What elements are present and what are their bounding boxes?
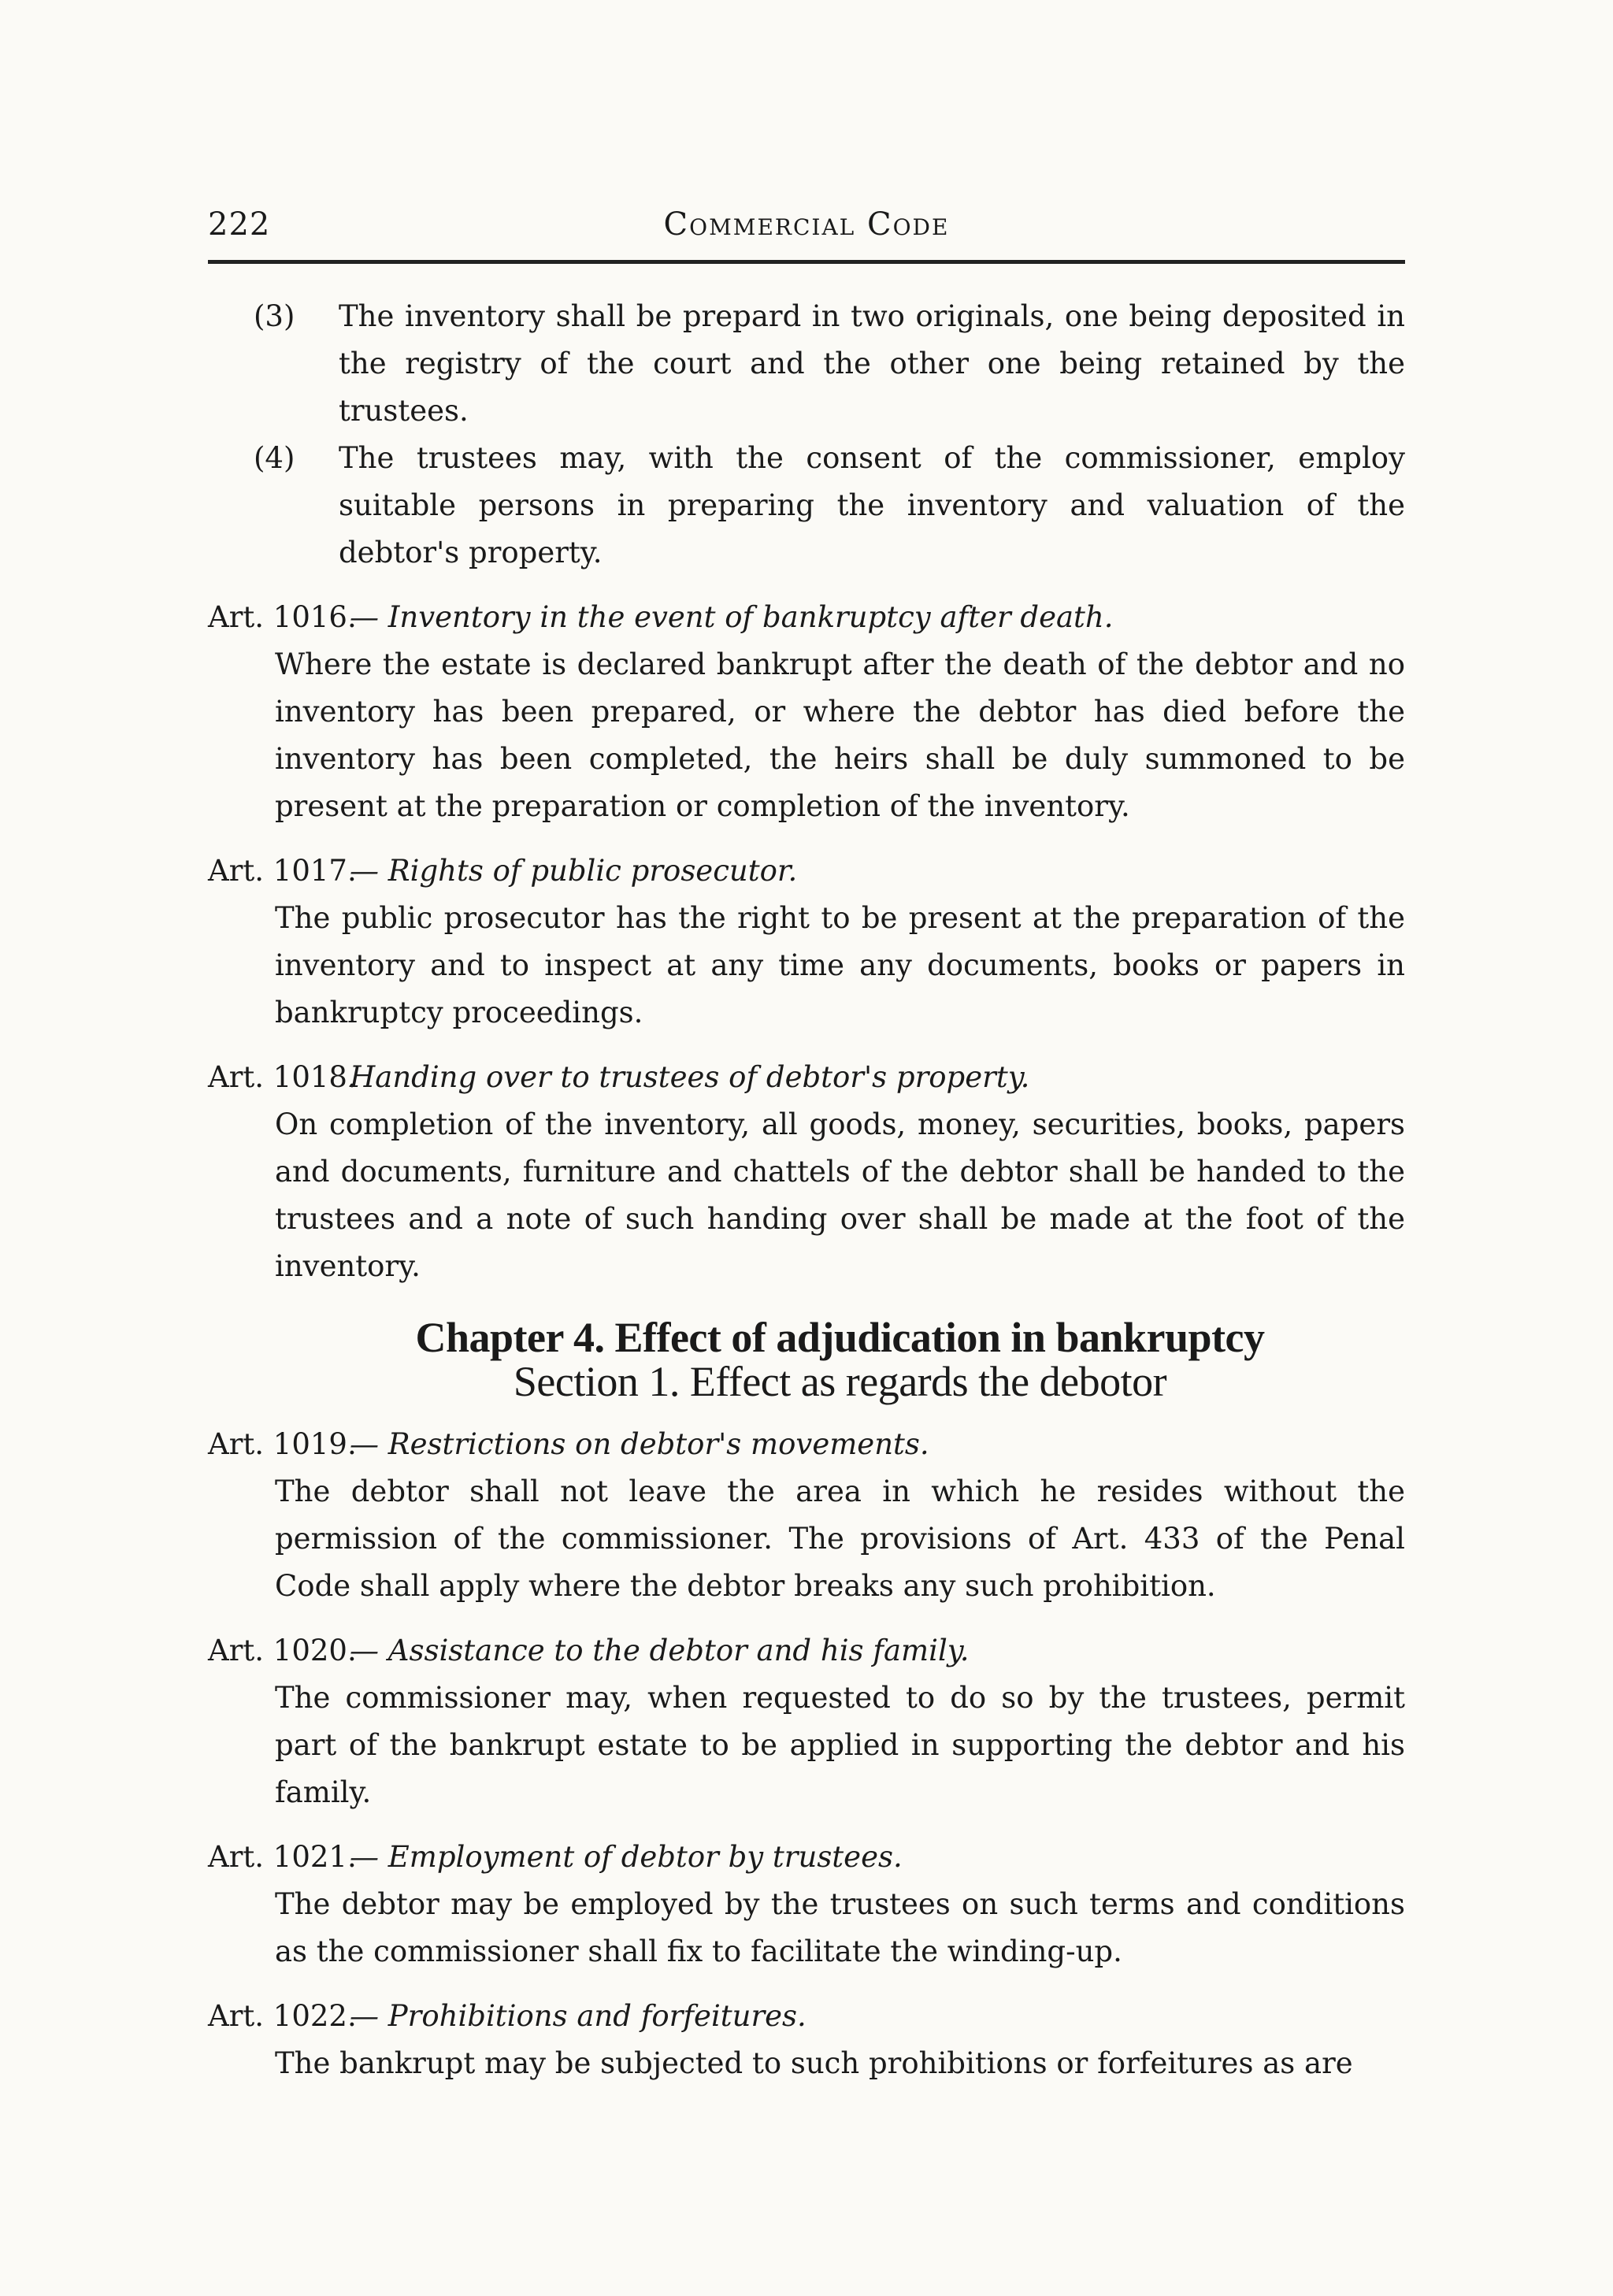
article-heading xyxy=(208,1054,1405,1101)
article-title: — Assistance to the debtor and his family. xyxy=(350,1634,970,1667)
page-number: 222 xyxy=(208,206,271,243)
article-heading xyxy=(208,594,1405,641)
article-number: Art. 1019. xyxy=(208,1427,357,1461)
article-1017 xyxy=(208,848,1405,1037)
clause-text: The trustees may, with the consent of the commissioner, employ suitable persons in preparing the inventory and valuation of the debtor's property. xyxy=(339,441,1405,569)
article-text: The public prosecutor has the right to be present at the preparation of the inventory and to inspect at any time any documents, books or papers in bankruptcy proceedings. xyxy=(275,901,1405,1029)
article-text: The bankrupt may be subjected to such prohibitions or forfeitures as are xyxy=(275,2046,1353,2080)
article-heading xyxy=(208,848,1405,895)
article-title: — Restrictions on debtor's movements. xyxy=(350,1427,929,1461)
article-number: Art. 1016. xyxy=(208,600,357,634)
article-title: — Inventory in the event of bankruptcy after death. xyxy=(350,600,1114,634)
article-number: Art. 1021. xyxy=(208,1840,357,1874)
chapter-title: Chapter 4. Effect of adjudication in bankruptcy xyxy=(415,1314,1265,1361)
clause-number: (3) xyxy=(254,299,295,333)
article-number: Art. 1020. xyxy=(208,1634,357,1667)
article-1022 xyxy=(208,1993,1405,2087)
article-1021 xyxy=(208,1834,1405,1975)
article-heading xyxy=(208,1627,1405,1675)
article-title: — Employment of debtor by trustees. xyxy=(350,1840,903,1874)
article-text: The debtor may be employed by the trustees on such terms and conditions as the commissioner shall fix to facilitate the winding-up. xyxy=(275,1887,1405,1968)
article-1020 xyxy=(208,1627,1405,1816)
chapter-heading xyxy=(208,1315,1405,1404)
clause-4 xyxy=(208,435,1405,577)
article-1019 xyxy=(208,1421,1405,1610)
article-title: — Prohibitions and forfeitures. xyxy=(350,1999,806,2033)
document-body xyxy=(208,293,1405,2087)
article-heading xyxy=(208,1834,1405,1881)
article-text: On completion of the inventory, all goods, money, securities, books, papers and documents, furniture and chattels of the debtor shall be handed to the trustees and a note of such handing over shall be made at the foot of the inventory. xyxy=(275,1107,1405,1283)
article-1016 xyxy=(208,594,1405,830)
header-rule xyxy=(208,260,1405,264)
article-1018 xyxy=(208,1054,1405,1290)
article-number: Art. 1018. xyxy=(208,1060,357,1094)
clause-3 xyxy=(208,293,1405,435)
article-title: Handing over to trustees of debtor's property. xyxy=(350,1060,1030,1094)
article-heading xyxy=(208,1993,1405,2040)
article-text: The commissioner may, when requested to do so by the trustees, permit part of the bankrupt estate to be applied in supporting the debtor and his family. xyxy=(275,1681,1405,1809)
running-head xyxy=(208,206,1405,261)
article-number: Art. 1022. xyxy=(208,1999,357,2033)
section-title: Section 1. Effect as regards the debotor xyxy=(513,1358,1167,1405)
clause-number: (4) xyxy=(254,441,295,475)
article-text: Where the estate is declared bankrupt after the death of the debtor and no inventory has been prepared, or where the debtor has died before the inventory has been completed, the heirs shall be duly summoned to be present at the preparation or completion of the inventory. xyxy=(275,647,1405,823)
article-title: — Rights of public prosecutor. xyxy=(350,854,798,888)
article-heading xyxy=(208,1421,1405,1468)
article-number: Art. 1017. xyxy=(208,854,357,888)
running-title: Commercial Code xyxy=(663,206,950,243)
clause-text: The inventory shall be prepard in two originals, one being deposited in the registry of the court and the other one being retained by the trustees. xyxy=(339,299,1405,428)
article-text: The debtor shall not leave the area in which he resides without the permission of the commissioner. The provisions of Art. 433 of the Penal Code shall apply where the debtor breaks any such prohibition. xyxy=(275,1474,1405,1603)
